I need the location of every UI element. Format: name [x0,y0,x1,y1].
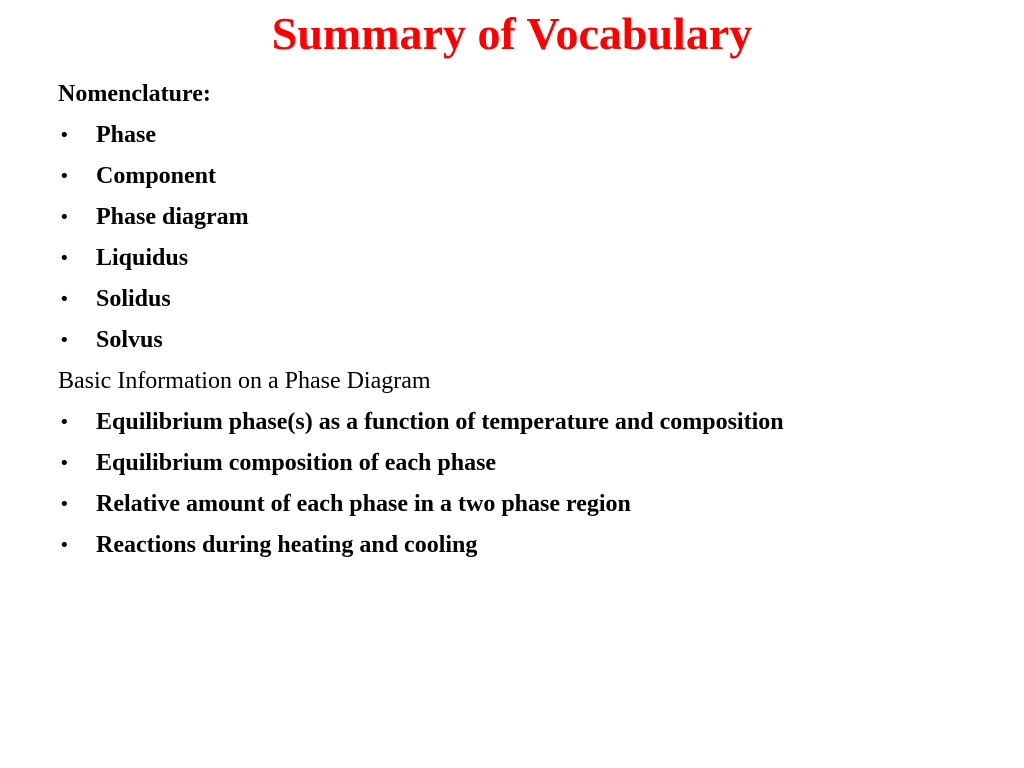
list-item [58,320,998,361]
list-item-text: Component [96,163,217,189]
bullet-icon: • [59,494,70,515]
list-item-text: Phase [96,122,156,148]
list-item [58,525,998,566]
bullet-icon: • [59,125,70,146]
list-item [58,443,998,484]
bullet-icon: • [59,166,70,187]
list-item [58,484,998,525]
list-item [58,279,998,320]
bullet-icon: • [59,289,70,310]
list-item-text: Phase diagram [96,204,249,230]
bullet-icon: • [59,248,70,269]
list-item-text: Liquidus [96,245,189,271]
bullet-icon: • [59,535,70,556]
list-item-text: Relative amount of each phase in a two phase region [96,491,631,517]
list-item-text: Solidus [96,286,171,312]
list-item-text: Equilibrium phase(s) as a function of temperature and composition [96,409,784,435]
slide-title: Summary of Vocabulary [271,8,753,59]
bullet-icon: • [59,412,70,433]
section-heading-basic-information: Basic Information on a Phase Diagram [58,368,431,394]
basic-information-list [58,402,998,566]
slide-content [58,74,998,566]
list-item-text: Equilibrium composition of each phase [96,450,497,476]
bullet-icon: • [59,330,70,351]
list-item-text: Reactions during heating and cooling [96,532,478,558]
list-item [58,197,998,238]
list-item-text: Solvus [96,327,163,353]
bullet-icon: • [59,207,70,228]
nomenclature-list [58,115,998,361]
section-heading-nomenclature: Nomenclature: [58,81,211,107]
list-item [58,156,998,197]
list-item [58,238,998,279]
list-item [58,402,998,443]
list-item [58,115,998,156]
bullet-icon: • [59,453,70,474]
